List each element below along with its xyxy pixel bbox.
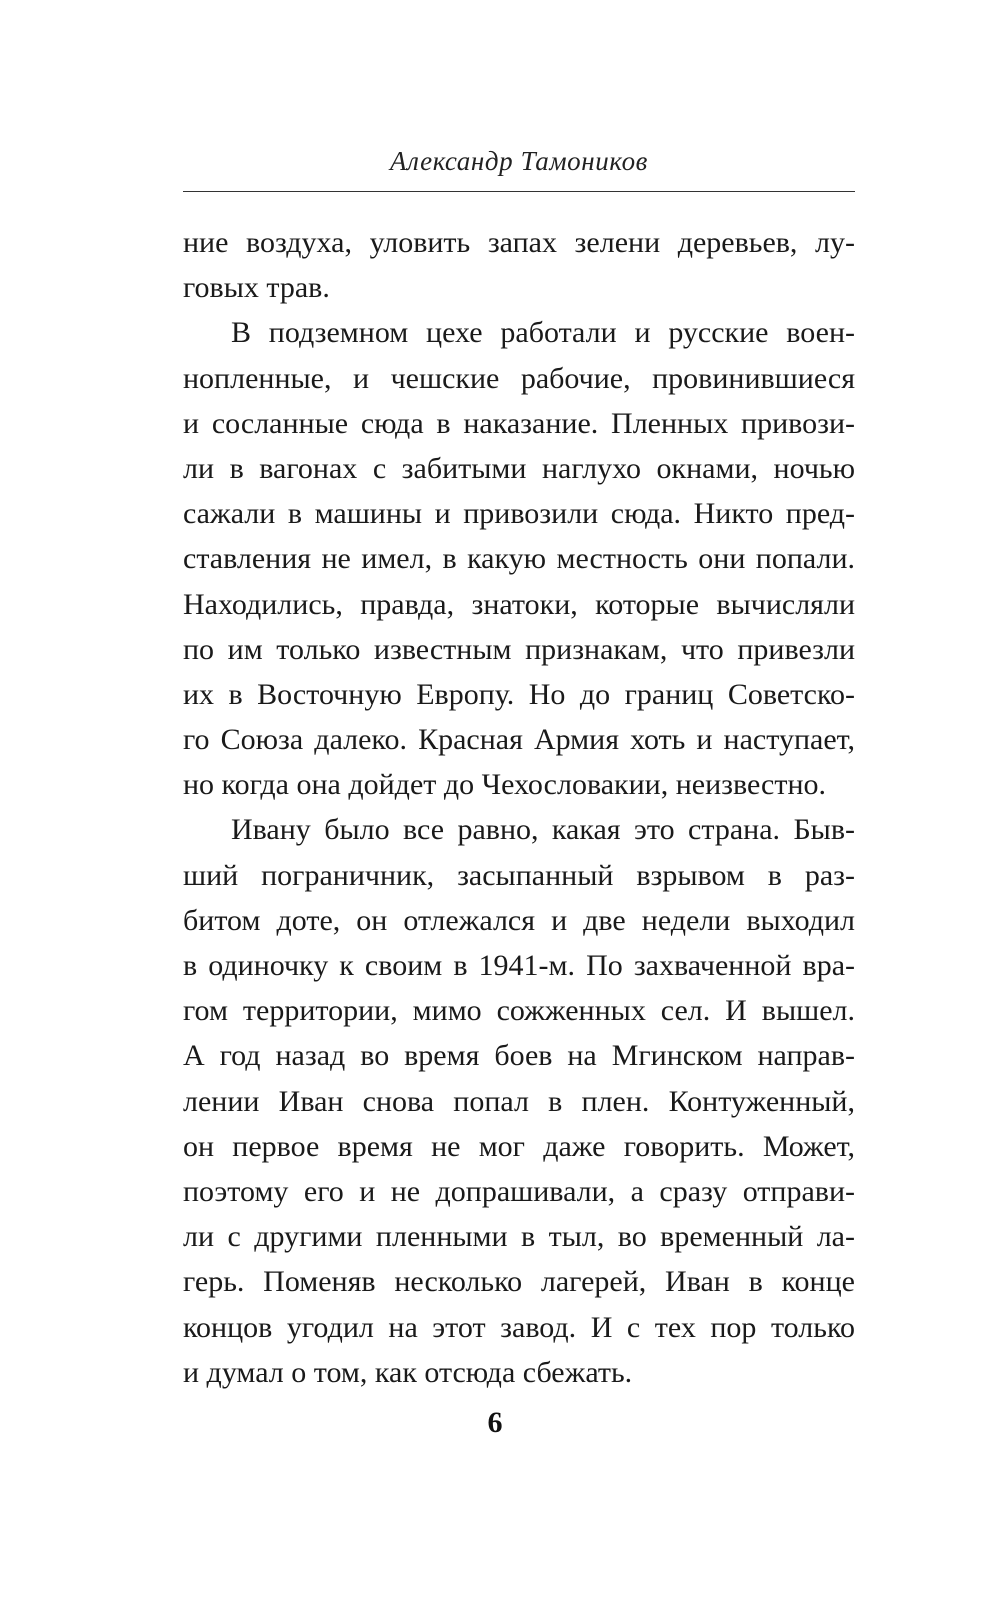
body-text: [183, 220, 855, 1395]
text-line: нопленные, и чешские рабочие, провинившиеся: [183, 361, 855, 395]
text-line: ший пограничник, засыпанный взрывом в раз-: [183, 858, 855, 892]
text-line: Находились, правда, знатоки, которые вычисляли: [183, 587, 855, 621]
text-line: лении Иван снова попал в плен. Контуженный,: [183, 1084, 855, 1118]
running-head-author: Александр Тамоников: [390, 146, 648, 176]
text-line: ставления не имел, в какую местность они попали.: [183, 542, 855, 576]
text-line: по им только известным признакам, что привезли: [183, 632, 855, 666]
text-line: го Союза далеко. Красная Армия хоть и наступает,: [183, 723, 855, 757]
text-line: и думал о том, как отсюда сбежать.: [183, 1355, 633, 1389]
page-number: 6: [487, 1406, 503, 1439]
text-line: концов угодил на этот завод. И с тех пор только: [183, 1310, 855, 1344]
text-line: он первое время не мог даже говорить. Может,: [183, 1129, 855, 1163]
text-line: сажали в машины и привозили сюда. Никто пред-: [183, 497, 855, 531]
text-line: их в Восточную Европу. Но до границ Советско-: [183, 677, 855, 711]
text-line: ние воздуха, уловить запах зелени деревьев, лу-: [183, 226, 855, 259]
text-line: ли в вагонах с забитыми наглухо окнами, ночью: [183, 451, 855, 485]
text-line: А год назад во время боев на Мгинском направ-: [183, 1039, 855, 1073]
text-line: но когда она дойдет до Чехословакии, неизвестно.: [183, 768, 827, 802]
text-line: Ивану было все равно, какая это страна. Быв-: [231, 813, 855, 847]
text-line: ли с другими пленными в тыл, во временный ла-: [183, 1220, 855, 1254]
text-line: поэтому его и не допрашивали, а сразу отправи-: [183, 1174, 855, 1208]
text-line: и сосланные сюда в наказание. Пленных привози-: [183, 406, 855, 440]
text-line: говых трав.: [183, 271, 330, 305]
text-line: В подземном цехе работали и русские воен-: [231, 316, 855, 350]
text-line: герь. Поменяв несколько лагерей, Иван в конце: [183, 1265, 855, 1299]
text-line: гом территории, мимо сожженных сел. И вышел.: [183, 994, 855, 1028]
text-line: битом доте, он отлежался и две недели выходил: [183, 903, 855, 937]
header-rule: [183, 191, 855, 192]
text-line: в одиночку к своим в 1941-м. По захваченной вра-: [183, 949, 855, 982]
